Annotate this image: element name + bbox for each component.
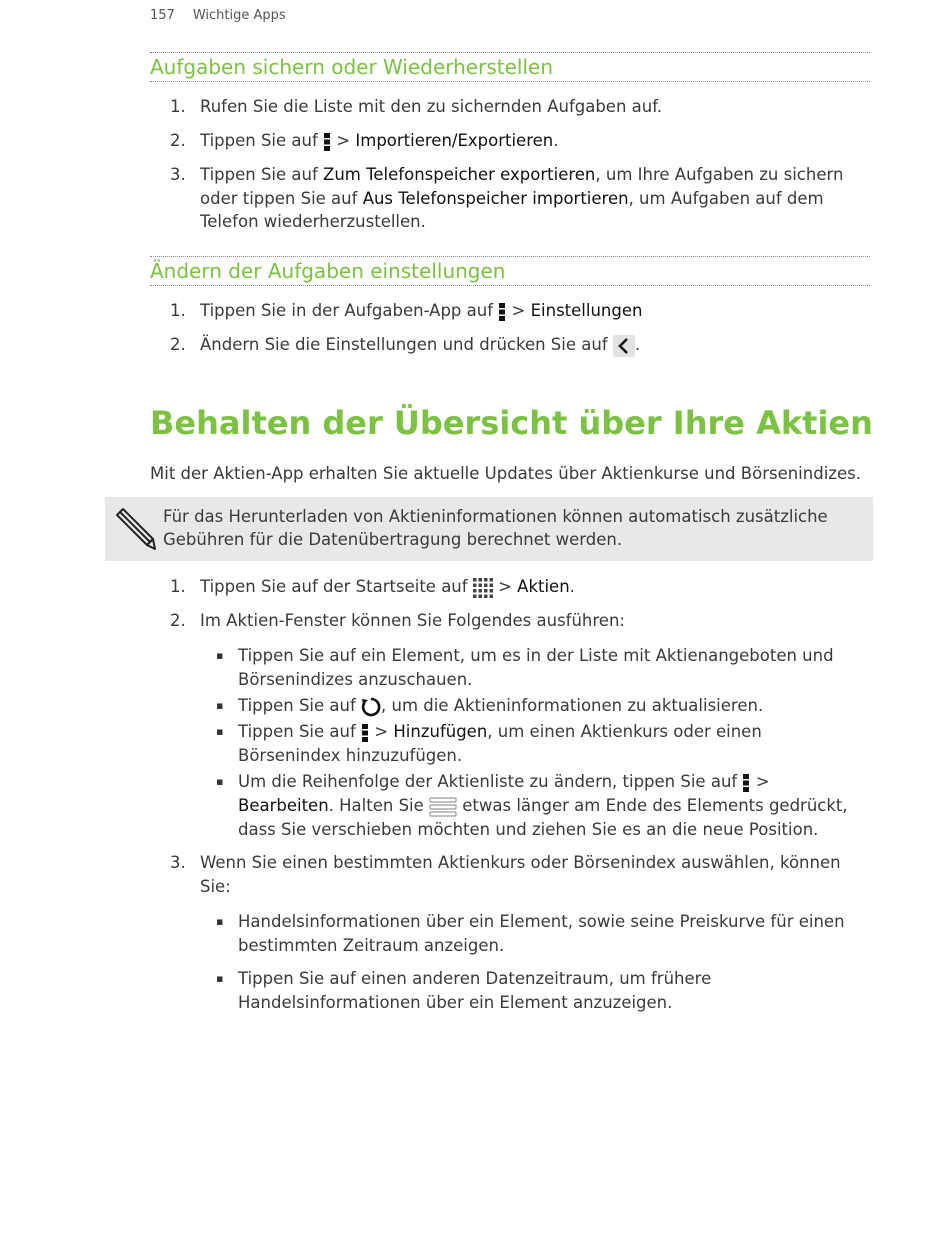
- step-number: 1.: [170, 301, 186, 320]
- text: >: [369, 722, 394, 741]
- text: . Halten Sie: [328, 796, 424, 815]
- text: Um die Reihenfolge der Aktienliste zu ändern, tippen Sie auf: [238, 772, 738, 791]
- text: >: [750, 772, 770, 791]
- pencil-icon: [113, 507, 157, 551]
- bullet: ▪: [216, 775, 224, 788]
- heading-aufgaben-einstellungen: Ändern der Aufgaben einstellungen: [150, 256, 870, 286]
- text: Tippen Sie auf: [238, 696, 356, 715]
- bullet-text: Handelsinformationen über ein Element, sowie seine Preiskurve für einen: [238, 912, 845, 931]
- chapter-heading: Behalten der Übersicht über Ihre Aktien: [150, 404, 873, 442]
- text: , um Ihre Aufgaben zu sichern: [595, 165, 844, 184]
- bullet: ▪: [216, 725, 224, 738]
- apps-grid-icon: [473, 578, 493, 598]
- drag-handle-icon: [429, 797, 457, 817]
- step-text: [200, 129, 559, 153]
- bullet: ▪: [216, 699, 224, 712]
- bullet: ▪: [216, 915, 224, 928]
- step-number: 2.: [170, 611, 186, 630]
- step-text: Rufen Sie die Liste mit den zu sichernden Aufgaben auf.: [200, 97, 663, 116]
- note-text: Für das Herunterladen von Aktieninformationen können automatisch zusätzliche: [163, 507, 828, 526]
- step-text: Telefon wiederherzustellen.: [200, 212, 426, 231]
- page-number: 157: [150, 8, 175, 23]
- menu-dots-icon: [323, 133, 331, 151]
- menu-option: Aus Telefonspeicher importieren: [362, 189, 629, 208]
- intro-paragraph: Mit der Aktien-App erhalten Sie aktuelle Updates über Aktienkurse und Börsenindizes.: [150, 464, 861, 483]
- bullet: ▪: [216, 649, 224, 662]
- section-name: Wichtige Apps: [192, 8, 286, 23]
- bullet-text: [238, 694, 763, 718]
- menu-option: Einstellungen: [530, 301, 643, 320]
- back-icon: [613, 335, 635, 357]
- heading-aufgaben-sichern: Aufgaben sichern oder Wiederherstellen: [150, 52, 870, 82]
- bullet-text: Tippen Sie auf einen anderen Datenzeitraum, um frühere: [238, 969, 712, 988]
- bullet-text: Börsenindizes anzuschauen.: [238, 670, 473, 689]
- step-text: Sie:: [200, 877, 231, 896]
- text: .: [553, 131, 559, 150]
- bullet-text: [238, 720, 762, 744]
- text: Tippen Sie auf der Startseite auf: [200, 577, 468, 596]
- bullet-text: bestimmten Zeitraum anzeigen.: [238, 936, 505, 955]
- text: .: [569, 577, 575, 596]
- menu-dots-icon: [361, 724, 369, 742]
- step-number: 1.: [170, 577, 186, 596]
- bullet-text: Tippen Sie auf ein Element, um es in der Liste mit Aktienangeboten und: [238, 646, 834, 665]
- step-text: [200, 333, 640, 357]
- note-box: [105, 497, 873, 561]
- menu-option: Importieren/Exportieren: [355, 131, 554, 150]
- bullet-text: Handelsinformationen über ein Element anzuzeigen.: [238, 993, 673, 1012]
- page-header: [150, 8, 286, 23]
- text: Tippen Sie auf: [238, 722, 356, 741]
- bullet: ▪: [216, 972, 224, 985]
- bullet-text: [238, 770, 770, 794]
- step-number: 3.: [170, 165, 186, 184]
- text: >: [506, 301, 531, 320]
- text: >: [492, 577, 518, 596]
- text: >: [331, 131, 356, 150]
- bullet-text: Börsenindex hinzuzufügen.: [238, 746, 463, 765]
- step-number: 1.: [170, 97, 186, 116]
- text: Tippen Sie auf: [200, 131, 318, 150]
- menu-option: Aktien: [517, 577, 570, 596]
- text: , um einen Aktienkurs oder einen: [487, 722, 762, 741]
- text: Tippen Sie auf: [200, 165, 324, 184]
- step-text: Wenn Sie einen bestimmten Aktienkurs oder Börsenindex auswählen, können: [200, 853, 841, 872]
- step-text: Im Aktien-Fenster können Sie Folgendes ausführen:: [200, 611, 625, 630]
- refresh-icon: [361, 697, 381, 717]
- step-text: [200, 163, 843, 187]
- text: , um Aufgaben auf dem: [628, 189, 824, 208]
- text: Ändern Sie die Einstellungen und drücken Sie auf: [200, 335, 608, 354]
- step-number: 2.: [170, 131, 186, 150]
- text: etwas länger am Ende des Elements gedrückt,: [462, 796, 848, 815]
- text: .: [634, 335, 641, 354]
- text: Tippen Sie in der Aufgaben-App auf: [200, 301, 494, 320]
- menu-option: Zum Telefonspeicher exportieren: [323, 165, 596, 184]
- step-number: 2.: [170, 335, 186, 354]
- step-number: 3.: [170, 853, 186, 872]
- menu-option: Bearbeiten: [238, 796, 329, 815]
- step-text: [200, 187, 824, 211]
- step-text: [200, 575, 575, 599]
- bullet-text: [238, 794, 848, 818]
- note-text: Gebühren für die Datenübertragung berechnet werden.: [163, 530, 623, 549]
- step-text: [200, 299, 642, 323]
- bullet-text: dass Sie verschieben möchten und ziehen Sie es an die neue Position.: [238, 820, 819, 839]
- menu-option: Hinzufügen: [393, 722, 488, 741]
- text: , um die Aktieninformationen zu aktualisieren.: [381, 696, 764, 715]
- text: oder tippen Sie auf: [200, 189, 363, 208]
